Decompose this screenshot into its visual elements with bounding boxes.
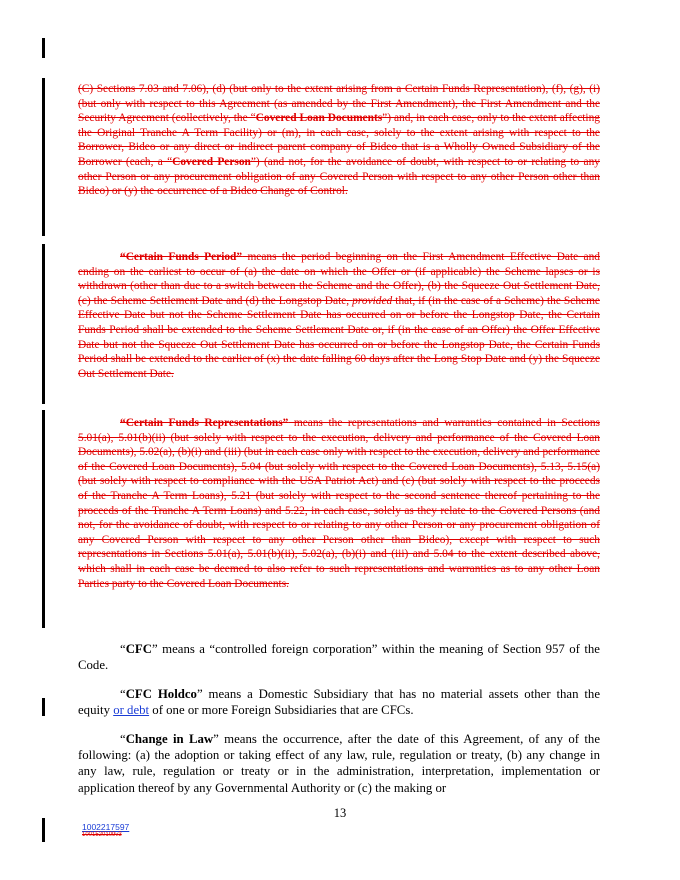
paragraph-text: (C) Sections 7.03 and 7.06), (d) (but only to the extent arising from a Certain Funds Representation), (f), (g), (i) (but only with respect to this Agreement (as amended by the First Amendment), the First Amendment and the Security Agreement (collectively, the “ xyxy=(78,83,600,125)
change-bar xyxy=(42,818,45,842)
defined-term: CFC Holdco xyxy=(125,687,197,701)
paragraph-text: ” means the occurrence, after the date of this Agreement, of any of the following: (a) the adoption or taking effect of any law, rule, regulation or treaty, (b) any change in any law, rule, regulation or treaty or in the administration, interpretation, implementation or application thereof by any Governmental Authority or (c) the making or xyxy=(78,732,600,795)
deleted-paragraph-covered-person xyxy=(78,82,600,199)
change-bar xyxy=(42,698,45,716)
definition-cfc xyxy=(78,641,600,673)
defined-term: “Certain Funds Representations” xyxy=(120,417,289,429)
paragraph-text: of one or more Foreign Subsidiaries that are CFCs. xyxy=(149,703,414,718)
paragraph-text: means the representations and warranties contained in Sections 5.01(a), 5.01(b)(ii) (but solely with respect to the execution, delivery and performance of the Covered Loan Documents), 5.02(a), (b)(i) and (iii) (but in each case only with respect to the execution, delivery and performance of the Covered Loan Documents), 5.04 (but solely with respect to the Covered Loan Documents), 5.13, 5.15(a) (but solely with respect to compliance with the USA Patriot Act) and (c) (but solely with respect to the proceeds of the Tranche A Term Loans), 5.21 (but solely with respect to the second sentence thereof pertaining to the proceeds of the Tranche A Term Loans) and 5.22, in each case, solely as they relate to the Covered Persons (and not, for the avoidance of doubt, with respect to or relating to any other Person or any procurement obligation of any Covered Person with respect to any other Person other than Bideo), except with respect to such representations in Sections 5.01(a), 5.01(b)(ii), 5.02(a), (b)(i) and (iii) and 5.04 to the extent described above, which shall in each case be deemed to also refer to such representations and warranties as to any other Loan Parties party to the Covered Loan Documents. xyxy=(78,417,600,590)
paragraph-text: means the period beginning on the First Amendment Effective Date and ending on the earliest to occur of (a) the date on which the Offer or (if applicable) the Scheme lapses or is withdrawn (other than due to a switch between the Scheme and the Offer), (b) the Squeeze Out Settlement Date, (c) the Scheme Settlement Date and (d) the Longstop Date, xyxy=(78,251,600,307)
paragraph-text: ” means a “controlled foreign corporation” within the meaning of Section 957 of the Code. xyxy=(78,642,600,673)
paragraph-text: ”) (and not, for the avoidance of doubt, with respect to or relating to any other Person or any procurement obligation of any Covered Person with respect to any other Person other than Bideo) or (y) the occurrence of a Bideo Change of Control. xyxy=(78,155,600,198)
quote-open: “ xyxy=(120,642,126,656)
deleted-paragraph-certain-funds-period xyxy=(78,250,600,381)
definition-change-in-law xyxy=(78,731,600,796)
paragraph-text: that, if (in the case of a Scheme) the Scheme Effective Date but not the Scheme Settlement Date has occurred on or before the Longstop Date, the Certain Funds Period shall be extended to the Scheme Settlement Date or, if (in the case of an Offer) the Offer Effective Date but not the Squeeze Out Settlement Date has occurred on or before the Longstop Date, the Certain Funds Period shall be extended to the earlier of (x) the date falling 60 days after the Long Stop Date and (y) the Squeeze Out Settlement Date. xyxy=(78,294,600,380)
paragraph-text: ” means a Domestic Subsidiary that has no material assets other than the equity xyxy=(78,687,600,718)
document-id: 1002217597 xyxy=(82,822,130,832)
deleted-paragraph-certain-funds-representations xyxy=(78,416,600,591)
quote-open: “ xyxy=(120,732,126,746)
change-bar xyxy=(42,78,45,236)
inserted-text: or debt xyxy=(113,703,150,718)
italic-term: provided xyxy=(352,294,393,307)
paragraph-text: ”) and, in each case, only to the extent affecting the Original Tranche A Term Facility) or (m), in each case, solely to the extent arising with respect to the Borrower, Bideo or any direct or indirect parent company of Bideo that is a Wholly Owned Subsidiary of the Borrower (each, a “ xyxy=(78,112,600,168)
defined-term: Change in Law xyxy=(125,732,214,746)
quote-open: “ xyxy=(120,687,126,701)
change-bar xyxy=(42,244,45,404)
change-bar xyxy=(42,410,45,628)
change-bar xyxy=(42,38,45,58)
document-id-deleted: 1001520109v3 xyxy=(82,832,122,838)
defined-term: Covered Loan Documents xyxy=(255,112,383,125)
defined-term: “Certain Funds Period” xyxy=(120,251,243,263)
definition-cfc-holdco xyxy=(78,686,600,718)
defined-term: Covered Person xyxy=(172,155,251,168)
page-number: 13 xyxy=(333,806,347,820)
defined-term: CFC xyxy=(125,642,152,656)
